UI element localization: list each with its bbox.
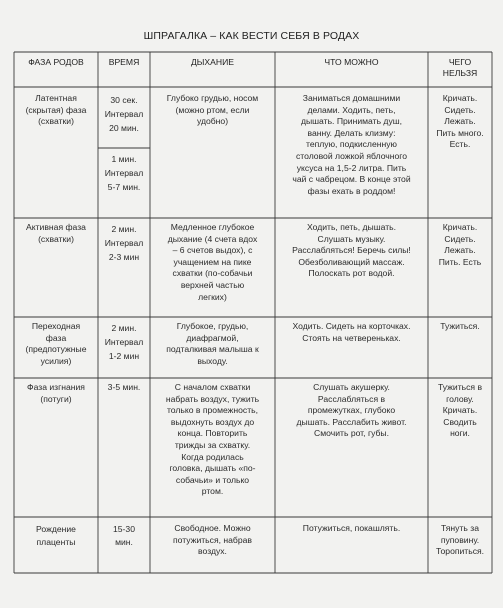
row1-phase: Латентная (скрытая) фаза (схватки): [25, 93, 87, 127]
row1-cannot: Кричать. Сидеть. Лежать. Пить много. Есть.: [436, 93, 484, 150]
row5-breath: Свободное. Можно потужиться, набрав воздух.: [173, 523, 252, 557]
row1-can: Заниматься домашними делами. Ходить, петь, дышать. Принимать душ, ванну. Делать клизму: теплую, подкисленную столовой ложкой яблочного уксуса на 1,5-2 литра. Пить чай с чабрецом. В конце этой фазы ехать в роддом!: [292, 93, 411, 196]
row4-phase: Фаза изгнания (потуги): [27, 382, 85, 404]
row4-cannot: Тужиться в голову. Кричать. Сводить ноги.: [437, 382, 483, 439]
row5-phase: Рождение плаценты: [36, 524, 76, 547]
row3-breath: Глубокое, грудью, диафрагмой, подталкивая малыша к выходу.: [166, 321, 259, 366]
row2-can: Ходить, петь, дышать. Слушать музыку. Расслабляться! Беречь силы! Обезболивающий массаж. Полоскать рот водой.: [292, 222, 411, 279]
header-time: ВРЕМЯ: [108, 57, 140, 67]
header-cannot: ЧЕГО НЕЛЬЗЯ: [442, 57, 478, 78]
row3-time: 2 мин. Интервал 1-2 мин: [104, 323, 144, 361]
row3-phase: Переходная фаза (предпотужные усилия): [25, 321, 87, 366]
row1-breath: Глубоко грудью, носом (можно ртом, если удобно): [166, 93, 259, 127]
row2-breath: Медленное глубокое дыхание (4 счета вдох – 6 счетов выдох), с учащением на пике схватки (по-собачьи верхней частью легких): [167, 222, 258, 302]
row4-time: 3-5 мин.: [107, 382, 141, 392]
row2-phase: Активная фаза (схватки): [26, 222, 86, 244]
row1-time-a: 30 сек. Интервал 20 мин.: [104, 95, 144, 133]
row2-cannot: Кричать. Сидеть. Лежать. Пить. Есть: [438, 222, 482, 267]
row2-time: 2 мин. Интервал 2-3 мин: [104, 224, 144, 262]
row3-can: Ходить. Сидеть на корточках. Стоять на четвереньках.: [292, 321, 411, 343]
page-title: ШПРАГАЛКА – КАК ВЕСТИ СЕБЯ В РОДАХ: [143, 30, 360, 42]
row1-time-b: 1 мин. Интервал 5-7 мин.: [104, 154, 144, 192]
header-breath: ДЫХАНИЕ: [190, 57, 234, 67]
row4-can: Слушать акушерку. Расслабляться в промежутках, глубоко дышать. Расслабить живот. Смочить рот, губы.: [296, 382, 407, 439]
header-can: ЧТО МОЖНО: [324, 57, 379, 67]
header-phase: ФАЗА РОДОВ: [28, 57, 84, 67]
row5-cannot: Тянуть за пуповину. Торопиться.: [435, 523, 485, 557]
row4-breath: С началом схватки набрать воздух, тужить только в промежность, выдохнуть воздух до конца. Повторить трижды за схватку. Когда родилась головка, дышать «по- собачьи» и только ртом.: [165, 382, 260, 497]
row3-cannot: Тужиться.: [440, 321, 480, 331]
row5-time: 15-30 мин.: [113, 524, 135, 547]
row5-can: Потужиться, покашлять.: [302, 523, 401, 533]
